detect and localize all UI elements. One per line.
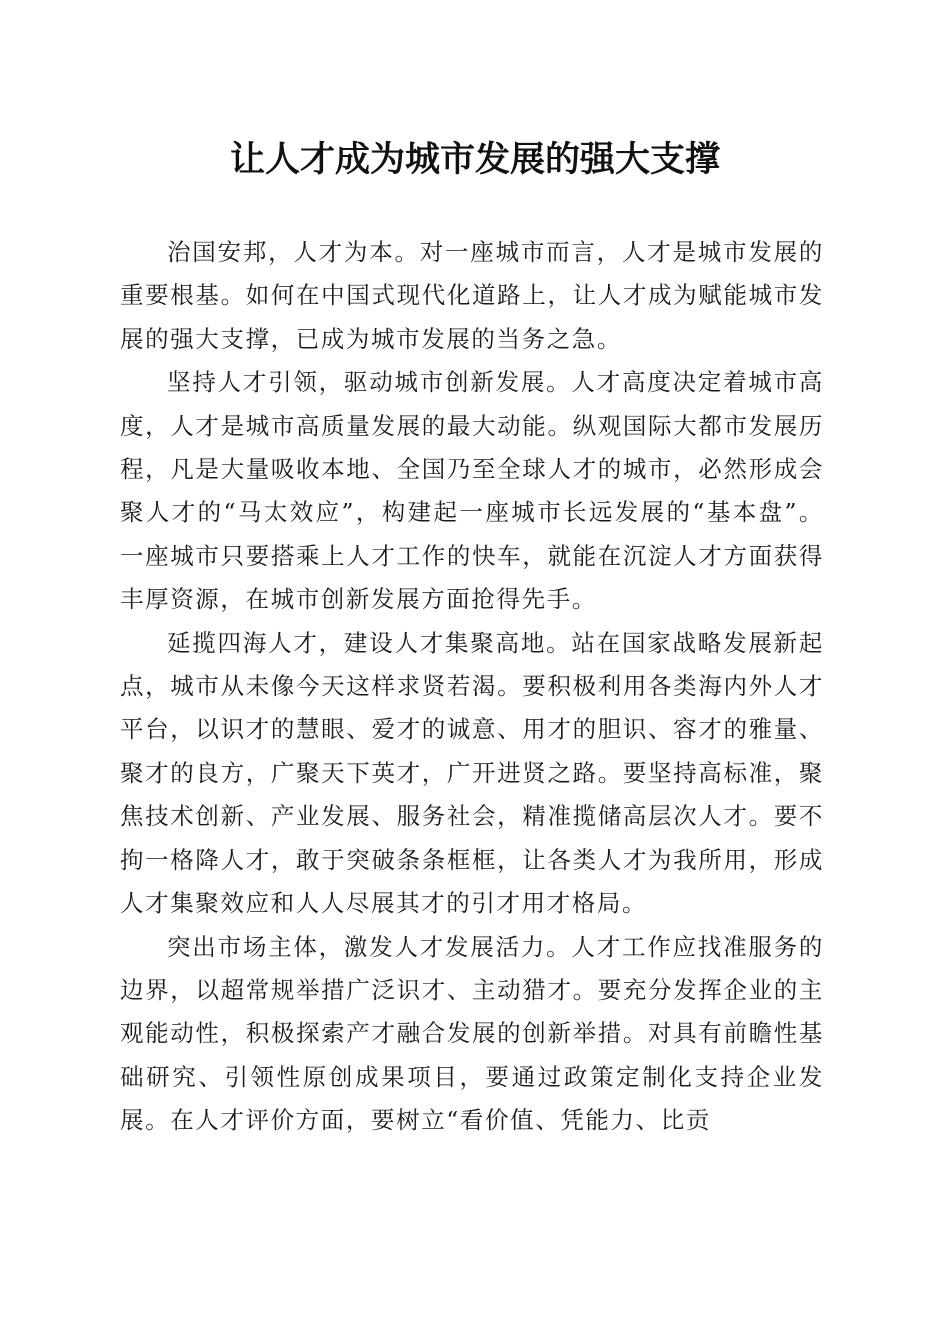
document-body — [120, 231, 824, 1143]
paragraph-market-subject: 突出市场主体，激发人才发展活力。人才工作应找准服务的边界，以超常规举措广泛识才、主动猎才。要充分发挥企业的主观能动性，积极探索产才融合发展的创新举措。对具有前瞻性基础研究、引领性原创成果项目，要通过政策定制化支持企业发展。在人才评价方面，要树立“看价值、凭能力、比贡 — [120, 932, 824, 1135]
paragraph-talent-leadership: 坚持人才引领，驱动城市创新发展。人才高度决定着城市高度，人才是城市高质量发展的最大动能。纵观国际大都市发展历程，凡是大量吸收本地、全国乃至全球人才的城市，必然形成会聚人才的“马太效应”，构建起一座城市长远发展的“基本盘”。一座城市只要搭乘上人才工作的快车，就能在沉淀人才方面获得丰厚资源，在城市创新发展方面抢得先手。 — [120, 368, 824, 614]
document-title: 让人才成为城市发展的强大支撑 — [229, 139, 720, 180]
paragraph-talent-recruitment: 延揽四海人才，建设人才集聚高地。站在国家战略发展新起点，城市从未像今天这样求贤若渴。要积极利用各类海内外人才平台，以识才的慧眼、爱才的诚意、用才的胆识、容才的雅量、聚才的良方，广聚天下英才，广开进贤之路。要坚持高标准，聚焦技术创新、产业发展、服务社会，精准揽储高层次人才。要不拘一格降人才，敢于突破条条框框，让各类人才为我所用，形成人才集聚效应和人人尽展其才的引才用才格局。 — [120, 628, 824, 918]
paragraph-intro: 治国安邦，人才为本。对一座城市而言，人才是城市发展的重要根基。如何在中国式现代化道路上，让人才成为赋能城市发展的强大支撑，已成为城市发展的当务之急。 — [120, 238, 824, 353]
